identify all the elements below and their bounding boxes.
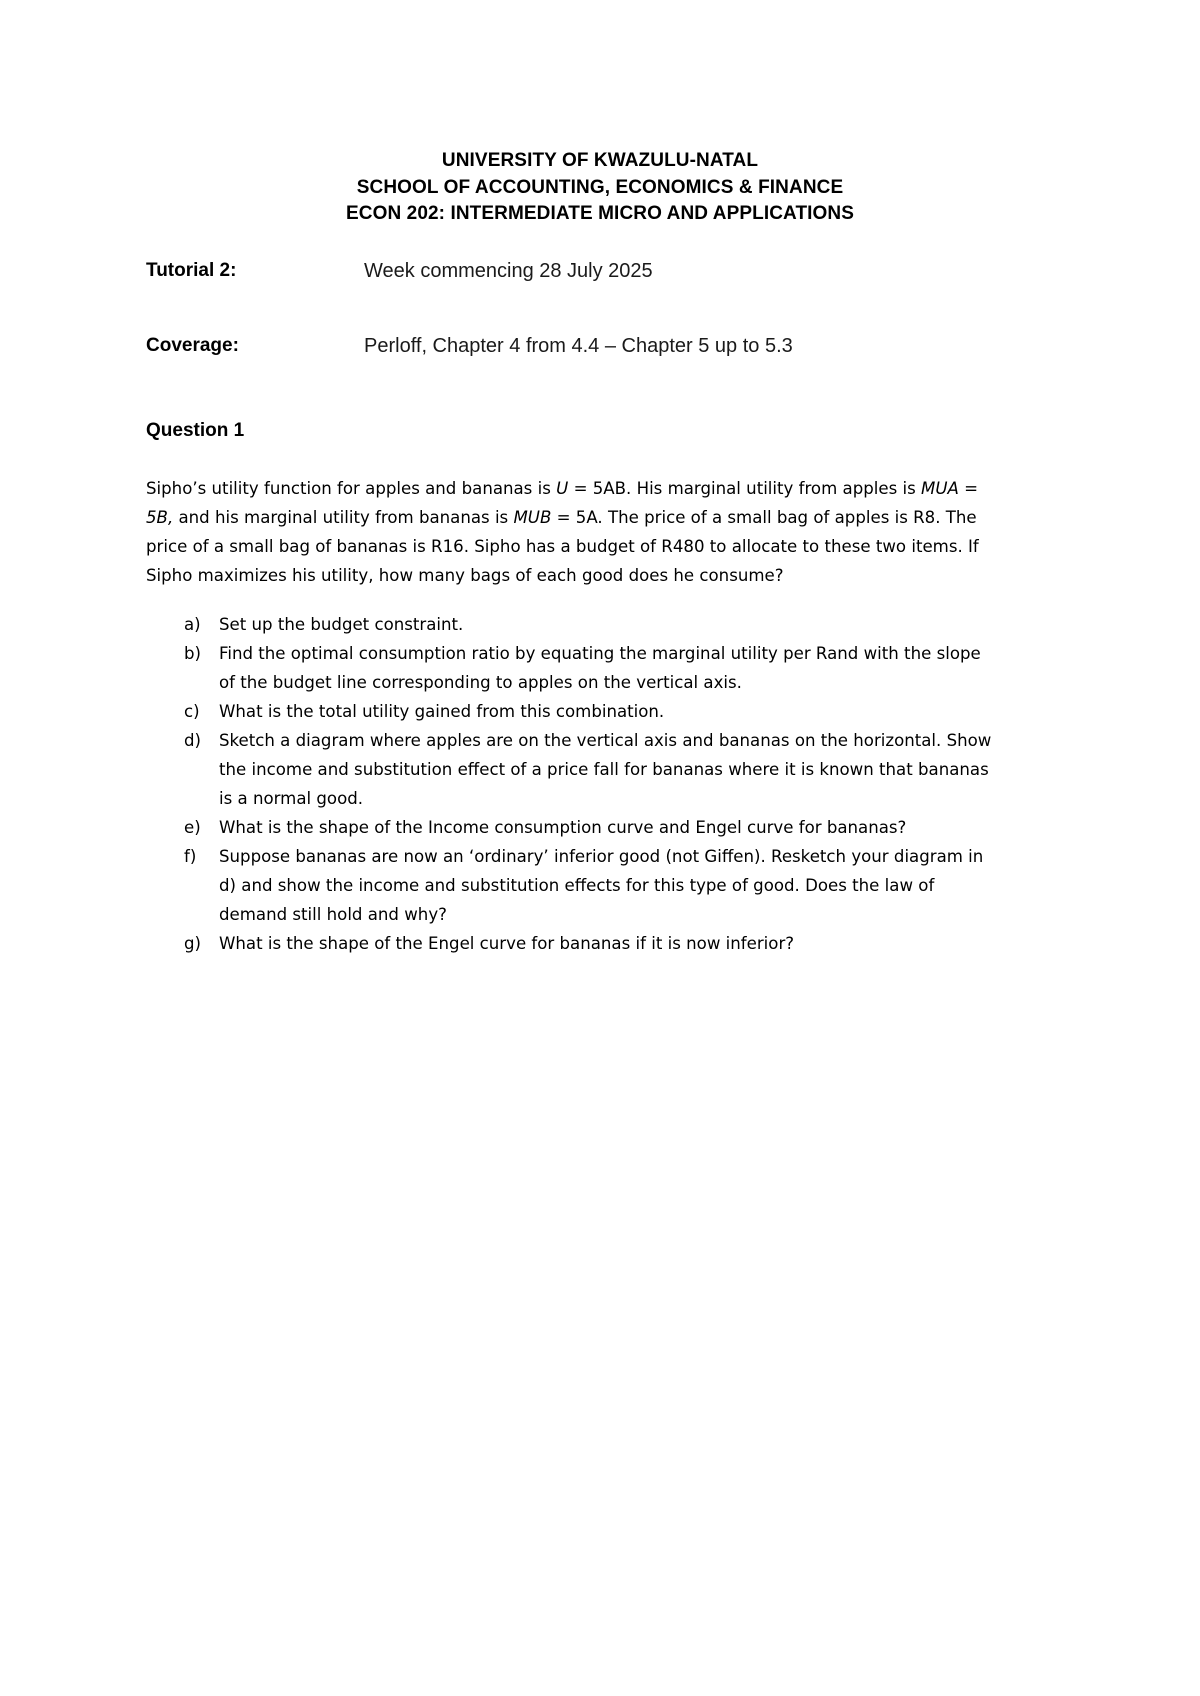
university-name: UNIVERSITY OF KWAZULU-NATAL bbox=[441, 150, 759, 171]
part-letter: b) bbox=[184, 644, 202, 663]
school-name: SCHOOL OF ACCOUNTING, ECONOMICS & FINANCE bbox=[356, 176, 844, 198]
question-part bbox=[146, 929, 1086, 958]
part-text bbox=[219, 813, 1086, 842]
intro-line bbox=[146, 474, 1066, 503]
intro-text: = 5AB. His marginal utility from apples is bbox=[568, 479, 922, 498]
part-text bbox=[219, 697, 1086, 726]
intro-text: Sipho’s utility function for apples and bananas is bbox=[146, 479, 557, 498]
part-letter: c) bbox=[184, 702, 200, 721]
document-header bbox=[0, 148, 1200, 228]
part-line: Suppose bananas are now an ‘ordinary’ inferior good (not Giffen). Resketch your diagram in bbox=[219, 847, 984, 866]
part-line: the income and substitution effect of a price fall for bananas where it is known that bananas bbox=[219, 760, 989, 779]
tutorial-value: Week commencing 28 July 2025 bbox=[364, 260, 653, 282]
part-letter: f) bbox=[184, 847, 197, 866]
question-part bbox=[146, 813, 1086, 842]
part-text bbox=[219, 610, 1086, 639]
intro-italic: MUB bbox=[513, 508, 552, 527]
part-line: Set up the budget constraint. bbox=[219, 615, 464, 634]
part-line: What is the total utility gained from this combination. bbox=[219, 702, 665, 721]
part-letter: d) bbox=[184, 731, 202, 750]
part-text bbox=[219, 929, 1086, 958]
tutorial-label: Tutorial 2: bbox=[146, 260, 237, 281]
course-title: ECON 202: INTERMEDIATE MICRO AND APPLICATIONS bbox=[345, 203, 855, 224]
question-part bbox=[146, 639, 1086, 697]
part-line: of the budget line corresponding to apples on the vertical axis. bbox=[219, 673, 742, 692]
intro-text: = 5A. The price of a small bag of apples is R8. The bbox=[551, 508, 977, 527]
part-text bbox=[219, 842, 1086, 929]
part-letter: e) bbox=[184, 818, 201, 837]
part-line: d) and show the income and substitution effects for this type of good. Does the law of bbox=[219, 876, 935, 895]
question-intro bbox=[146, 474, 1066, 590]
coverage-label: Coverage: bbox=[146, 335, 239, 356]
question-part bbox=[146, 610, 1086, 639]
question-part bbox=[146, 726, 1086, 813]
intro-line: Sipho maximizes his utility, how many bags of each good does he consume? bbox=[146, 566, 784, 585]
question-part bbox=[146, 697, 1086, 726]
coverage-value: Perloff, Chapter 4 from 4.4 – Chapter 5 up to 5.3 bbox=[364, 335, 793, 357]
intro-line: price of a small bag of bananas is R16. Sipho has a budget of R480 to allocate to these two items. If bbox=[146, 537, 979, 556]
intro-italic: MUA bbox=[921, 479, 959, 498]
part-line: What is the shape of the Engel curve for bananas if it is now inferior? bbox=[219, 934, 795, 953]
part-line: is a normal good. bbox=[219, 789, 364, 808]
question-part bbox=[146, 842, 1086, 929]
intro-text: and his marginal utility from bananas is bbox=[173, 508, 514, 527]
part-line: Find the optimal consumption ratio by equating the marginal utility per Rand with the slope bbox=[219, 644, 981, 663]
intro-italic: 5B, bbox=[146, 508, 174, 527]
question-parts-list bbox=[146, 610, 1086, 958]
part-letter: g) bbox=[184, 934, 202, 953]
part-text bbox=[219, 726, 1086, 813]
part-text bbox=[219, 639, 1086, 697]
part-line: demand still hold and why? bbox=[219, 905, 447, 924]
part-line: Sketch a diagram where apples are on the vertical axis and bananas on the horizontal. Show bbox=[219, 731, 992, 750]
intro-line bbox=[146, 503, 1066, 532]
part-line: What is the shape of the Income consumption curve and Engel curve for bananas? bbox=[219, 818, 907, 837]
part-letter: a) bbox=[184, 615, 201, 634]
question-title: Question 1 bbox=[146, 420, 245, 441]
intro-text: = bbox=[958, 479, 979, 498]
intro-italic: U bbox=[556, 479, 569, 498]
